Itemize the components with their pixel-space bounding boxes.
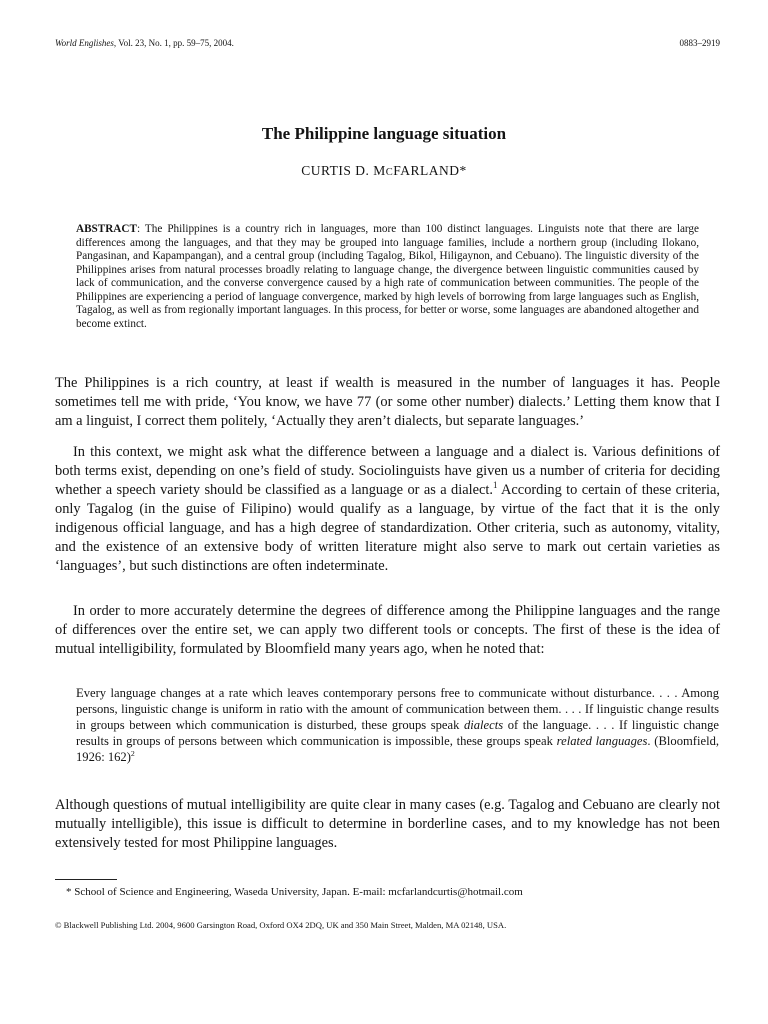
paragraph-2 <box>55 443 720 576</box>
paragraph-1: The Philippines is a rich country, at least if wealth is measured in the number of languages it has. People sometimes tell me with pride, ‘You know, we have 77 (or some other number) dialects.’ Letting them know that I am a linguist, I correct them politely, ‘Actually they aren’t dialects, but separate languages.’ <box>55 375 720 429</box>
block-quote <box>76 685 719 765</box>
running-header <box>55 38 720 52</box>
abstract-text: : The Philippines is a country rich in languages, more than 100 distinct languages. Linguists note that there are large differences among the languages, and that they may be grouped into language families, include a northern group (including Ilokano, Pangasinan, and Kapampangan), and a central group (including Tagalog, Bikol, Hiligaynon, and Cebuano). The linguistic diversity of the Philippines arises from natural processes broadly relating to language change, the divergence between linguistic communities caused by lack of communication, and the converse convergence caused by a high rate of communication between communities. The people of the Philippines are experiencing a period of language convergence, marked by high levels of borrowing from large languages such as English, Tagalog, as well as from regionally important languages. In this process, for better or worse, some languages are abandoned altogether and become extinct. <box>76 223 699 330</box>
issn: 0883–2919 <box>679 38 720 48</box>
footnote-ref-1: 1 <box>492 480 498 491</box>
footnote-divider <box>55 879 117 880</box>
article-title: The Philippine language situation <box>261 124 507 143</box>
footnote-text: School of Science and Engineering, Waseda University, Japan. E-mail: mcfarlandcurtis@hotmail.com <box>71 886 523 898</box>
quote-emphasis-related-languages: related languages <box>556 734 648 748</box>
quote-part-3: . (Bloomfield, 1926: 162) <box>76 734 720 764</box>
paragraph-4: Although questions of mutual intelligibility are quite clear in many cases (e.g. Tagalog and Cebuano are clearly not mutually intelligible), this issue is difficult to determine in borderline cases, and to my knowledge has not been extensively tested for most Philippine languages. <box>55 797 720 851</box>
journal-reference <box>55 38 234 48</box>
quote-part-2: of the language. . . . If linguistic change results in groups of persons between which communication is impossible, these groups speak <box>76 718 719 748</box>
footnote-ref-2: 2 <box>130 748 135 758</box>
paragraph-2-part-b: According to certain of these criteria, only Tagalog (in the guise of Filipino) would qualify as a language, by virtue of the fact that it is the only indigenous official language, and has a high degree of standardization. Other criteria, such as autonomy, vitality, and the existence of an extensive body of written literature might also serve to mark out certain varieties as ‘languages’, but such distinctions are often indeterminate. <box>55 482 720 574</box>
quote-emphasis-dialects: dialects <box>463 718 504 732</box>
author-name-prefix: CURTIS D. M <box>301 163 386 178</box>
paragraph-3: In order to more accurately determine the degrees of difference among the Philippine languages and the range of differences over the entire set, we can apply two different tools or concepts. The first of these is the idea of mutual intelligibility, formulated by Bloomfield many years ago, when he noted that: <box>55 603 720 657</box>
abstract-label: ABSTRACT <box>76 223 137 235</box>
journal-details: , Vol. 23, No. 1, pp. 59–75, 2004. <box>113 38 234 48</box>
paragraph-2-part-a: In this context, we might ask what the difference between a language and a dialect is. Various definitions of both terms exist, depending on one’s field of study. Sociolinguists have given us a number of criteria for deciding whether a speech variety should be classified as a language or as a dialect. <box>55 444 720 498</box>
author-footnote <box>66 885 726 899</box>
copyright-notice: © Blackwell Publishing Ltd. 2004, 9600 Garsington Road, Oxford OX4 2DQ, UK and 350 Main Street, Malden, MA 02148, USA. <box>55 920 507 930</box>
journal-name: World Englishes <box>55 38 114 48</box>
author-name-smallcaps: C <box>385 167 394 178</box>
footnote-marker: * <box>66 886 72 898</box>
abstract <box>76 223 699 331</box>
author-line <box>0 163 768 179</box>
author-name-suffix: FARLAND* <box>393 163 467 178</box>
quote-part-1: Every language changes at a rate which leaves contemporary persons free to communicate without disturbance. . . . Among persons, linguistic change is uniform in ratio with the amount of communication between them. . . . If linguistic change results in groups between which communication is disturbed, these groups speak <box>76 686 719 732</box>
